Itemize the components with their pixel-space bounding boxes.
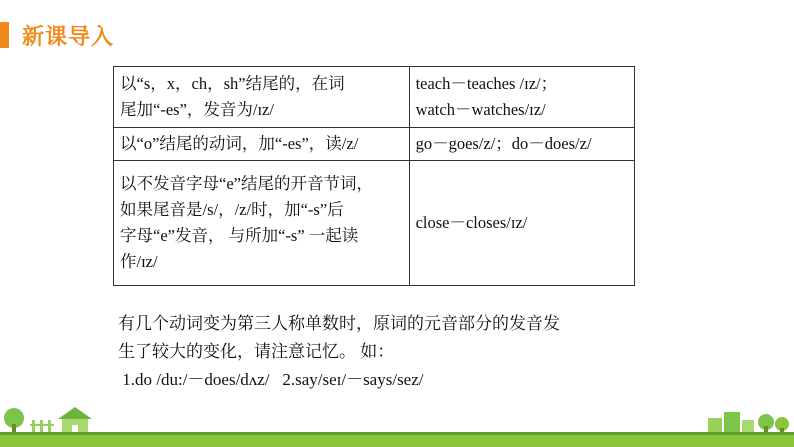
example-line: close－closes/ɪz/ bbox=[415, 213, 528, 232]
note-line: 1.do /du:/－does/dʌz/ 2.say/seɪ/－says/sez/ bbox=[118, 370, 424, 389]
rule-cell bbox=[114, 67, 410, 128]
rule-line: 作/ɪz/ bbox=[120, 252, 158, 271]
table-row bbox=[114, 128, 635, 161]
example-line: teach－teaches /ɪz/； bbox=[415, 74, 558, 93]
title-accent-bar bbox=[0, 22, 9, 48]
rule-line: 字母“e”发音， 与所加“-s” 一起读 bbox=[120, 226, 359, 245]
rule-cell bbox=[114, 161, 410, 286]
rule-line: 以“s，x，ch，sh”结尾的，在词 bbox=[120, 74, 345, 93]
example-cell bbox=[409, 67, 634, 128]
table-row bbox=[114, 161, 635, 286]
note-line: 生了较大的变化，请注意记忆。 如： bbox=[118, 342, 395, 361]
rule-line: 以“o”结尾的动词，加“-es”，读/z/ bbox=[120, 134, 359, 153]
tree-icon bbox=[4, 408, 24, 434]
rule-line: 以不发音字母“e”结尾的开音节词， bbox=[120, 174, 373, 193]
table-row bbox=[114, 67, 635, 128]
house-icon bbox=[58, 407, 92, 434]
note-line: 有几个动词变为第三人称单数时，原词的元音部分的发音发 bbox=[118, 314, 560, 333]
example-line: go－goes/z/；do－does/z/ bbox=[415, 134, 592, 153]
pronunciation-rules-table bbox=[113, 66, 635, 286]
rule-line: 如果尾音是/s/，/z/时，加“-s”后 bbox=[120, 200, 344, 219]
section-title: 新课导入 bbox=[22, 25, 115, 50]
rule-line: 尾加“-es”，发音为/ɪz/ bbox=[120, 100, 274, 119]
ground-line bbox=[0, 432, 794, 435]
example-cell bbox=[409, 161, 634, 286]
example-line: watch－watches/ɪz/ bbox=[415, 100, 546, 119]
irregular-note bbox=[118, 310, 638, 394]
rule-cell bbox=[114, 128, 410, 161]
example-cell bbox=[409, 128, 634, 161]
